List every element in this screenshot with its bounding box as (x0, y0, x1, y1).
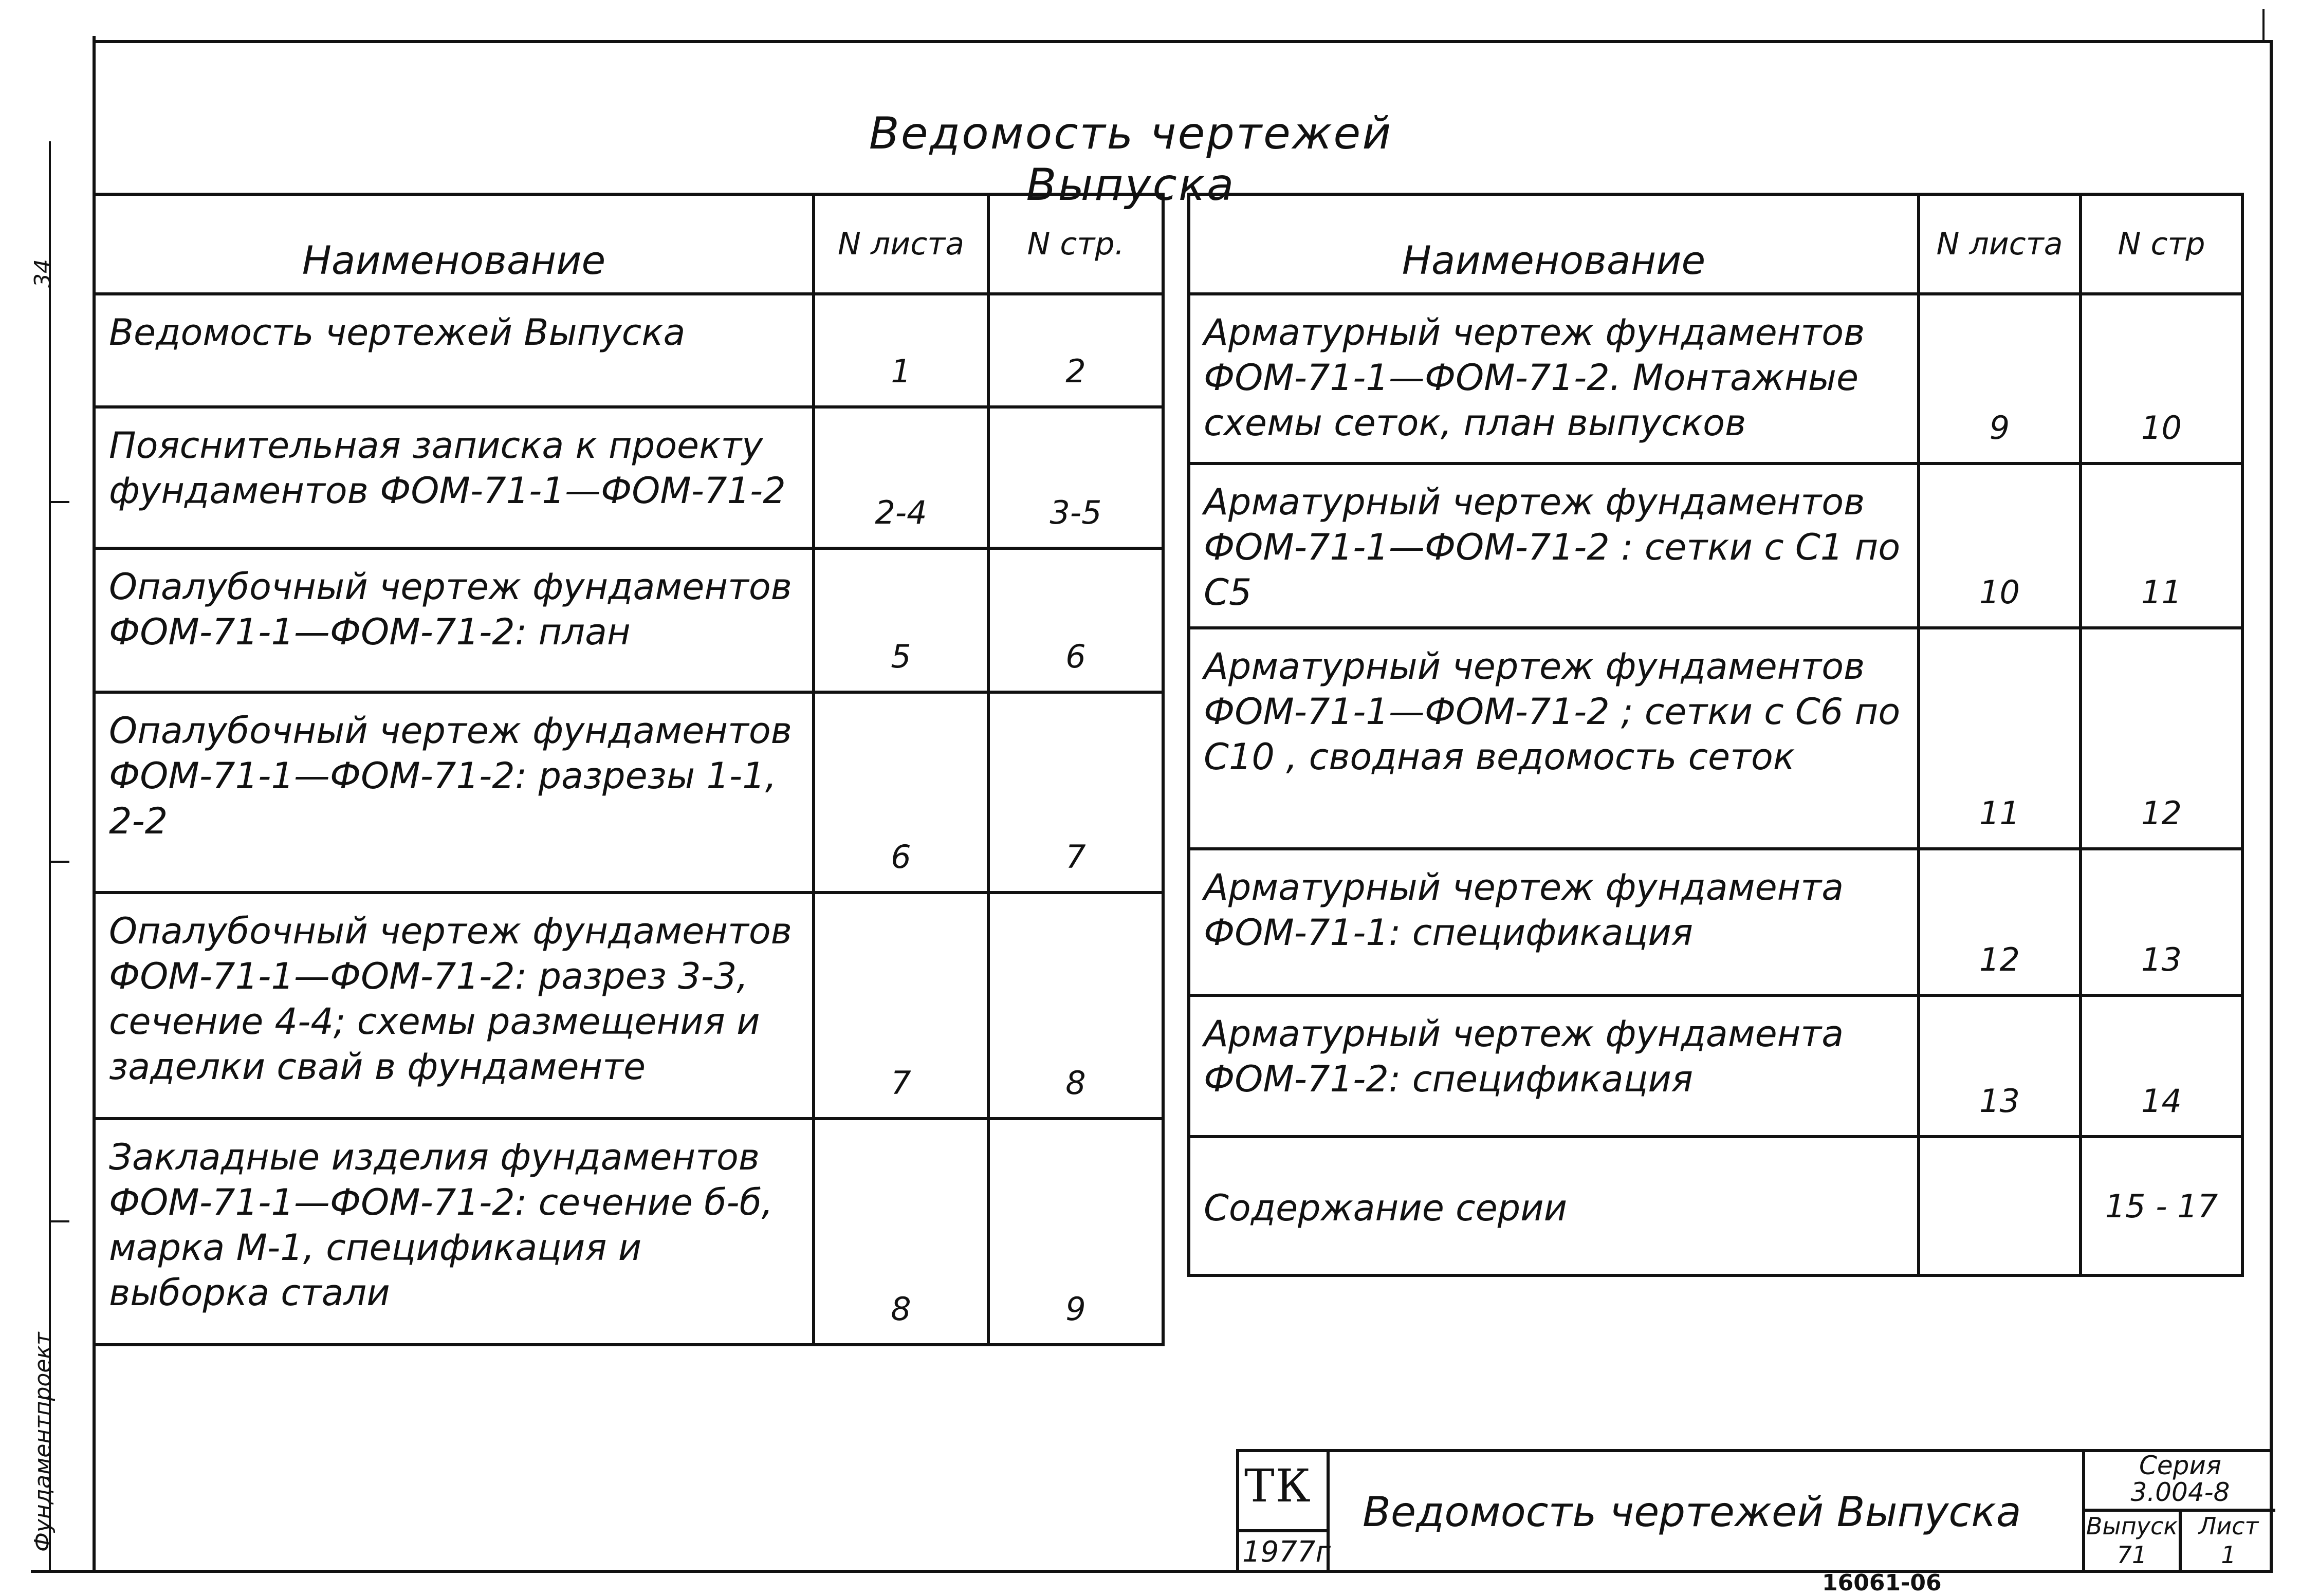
series-value: 3.004-8 (2130, 1477, 2230, 1507)
table-row (94, 893, 1163, 1119)
row-sheet: 5 (814, 548, 988, 692)
page-title: Ведомость чертежей Выпуска (869, 108, 1393, 211)
right-drawings-table (1187, 193, 2244, 1277)
row-page: 8 (988, 893, 1163, 1119)
row-name: Опалубочный чертеж фундаментов ФОМ-71-1—ФОМ-71-2: разрез 3-3, сечение 4-4; схемы размещения и заделки свай в фундаменте (94, 893, 814, 1119)
stamp-year: 1977г (1242, 1535, 1331, 1569)
row-name: Опалубочный чертеж фундаментов ФОМ-71-1—ФОМ-71-2: разрезы 1-1, 2-2 (94, 692, 814, 893)
table-row (1189, 849, 2242, 995)
archive-code: 16061-06 (1822, 1570, 1942, 1596)
margin-divider (49, 861, 69, 863)
row-page: 6 (988, 548, 1163, 692)
issue-cell (2085, 1512, 2182, 1572)
table-header-row (1189, 194, 2242, 294)
header-sheet-number: N листа (814, 194, 988, 294)
frame-right-border (2270, 40, 2273, 1571)
table-row (1189, 1137, 2242, 1275)
table-row (94, 294, 1163, 407)
issue-value: 71 (2116, 1541, 2147, 1569)
org-mark: ТК (1244, 1459, 1312, 1512)
row-page: 11 (2081, 463, 2242, 628)
table-row (94, 692, 1163, 893)
sheet-value: 1 (2221, 1541, 2236, 1569)
row-sheet: 11 (1919, 628, 2081, 849)
row-page: 3-5 (988, 407, 1163, 548)
row-sheet: 9 (1919, 294, 2081, 463)
header-name: Наименование (94, 194, 814, 294)
table-row (94, 548, 1163, 692)
stamp-info (2082, 1452, 2275, 1572)
row-sheet: 1 (814, 294, 988, 407)
row-name: Содержание серии (1189, 1137, 1919, 1275)
margin-code-label: 34 (30, 259, 56, 288)
header-page-number: N стр. (988, 194, 1163, 294)
org-divider (1239, 1529, 1327, 1532)
series-label: Серия (2139, 1451, 2221, 1480)
stamp-title: Ведомость чертежей Выпуска (1363, 1488, 2021, 1536)
table-row (1189, 463, 2242, 628)
title-block-stamp (1236, 1449, 2272, 1573)
sheet-label: Лист (2198, 1512, 2259, 1540)
table-row (1189, 995, 2242, 1137)
row-sheet: 10 (1919, 463, 2081, 628)
row-name: Ведомость чертежей Выпуска (94, 294, 814, 407)
row-page: 9 (988, 1119, 1163, 1345)
header-page-number: N стр (2081, 194, 2242, 294)
row-page: 10 (2081, 294, 2242, 463)
row-name: Арматурный чертеж фундамента ФОМ-71-1: спецификация (1189, 849, 1919, 995)
row-page: 2 (988, 294, 1163, 407)
row-name: Закладные изделия фундаментов ФОМ-71-1—ФОМ-71-2: сечение б-б, марка М-1, спецификация и выборка стали (94, 1119, 814, 1345)
row-page: 13 (2081, 849, 2242, 995)
corner-tick (2262, 9, 2265, 40)
row-name: Арматурный чертеж фундамента ФОМ-71-2: спецификация (1189, 995, 1919, 1137)
header-name: Наименование (1189, 194, 1919, 294)
sheet-cell (2182, 1512, 2275, 1572)
table-row (1189, 294, 2242, 463)
row-sheet (1919, 1137, 2081, 1275)
row-sheet: 7 (814, 893, 988, 1119)
series-cell (2085, 1452, 2275, 1512)
margin-divider (49, 501, 69, 503)
row-name: Пояснительная записка к проекту фундаментов ФОМ-71-1—ФОМ-71-2 (94, 407, 814, 548)
row-sheet: 6 (814, 692, 988, 893)
row-sheet: 12 (1919, 849, 2081, 995)
row-name: Арматурный чертеж фундаментов ФОМ-71-1—ФОМ-71-2 : сетки с С1 по С5 (1189, 463, 1919, 628)
row-name: Арматурный чертеж фундаментов ФОМ-71-1—ФОМ-71-2. Монтажные схемы сеток, план выпусков (1189, 294, 1919, 463)
table-row (1189, 628, 2242, 849)
left-drawings-table (93, 193, 1165, 1346)
margin-org-label: Фундаментпроект (30, 1332, 56, 1552)
table-row (94, 407, 1163, 548)
row-name: Арматурный чертеж фундаментов ФОМ-71-1—ФОМ-71-2 ; сетки с С6 по С10 , сводная ведомость сеток (1189, 628, 1919, 849)
margin-divider (49, 1220, 69, 1222)
issue-label: Выпуск (2086, 1512, 2178, 1540)
frame-top-border (93, 40, 2272, 43)
row-page: 12 (2081, 628, 2242, 849)
row-sheet: 8 (814, 1119, 988, 1345)
row-page: 15 - 17 (2081, 1137, 2242, 1275)
row-page: 7 (988, 692, 1163, 893)
row-page: 14 (2081, 995, 2242, 1137)
table-row (94, 1119, 1163, 1345)
table-header-row (94, 194, 1163, 294)
header-sheet-number: N листа (1919, 194, 2081, 294)
row-sheet: 13 (1919, 995, 2081, 1137)
org-box (1239, 1452, 1330, 1572)
row-sheet: 2-4 (814, 407, 988, 548)
row-name: Опалубочный чертеж фундаментов ФОМ-71-1—ФОМ-71-2: план (94, 548, 814, 692)
